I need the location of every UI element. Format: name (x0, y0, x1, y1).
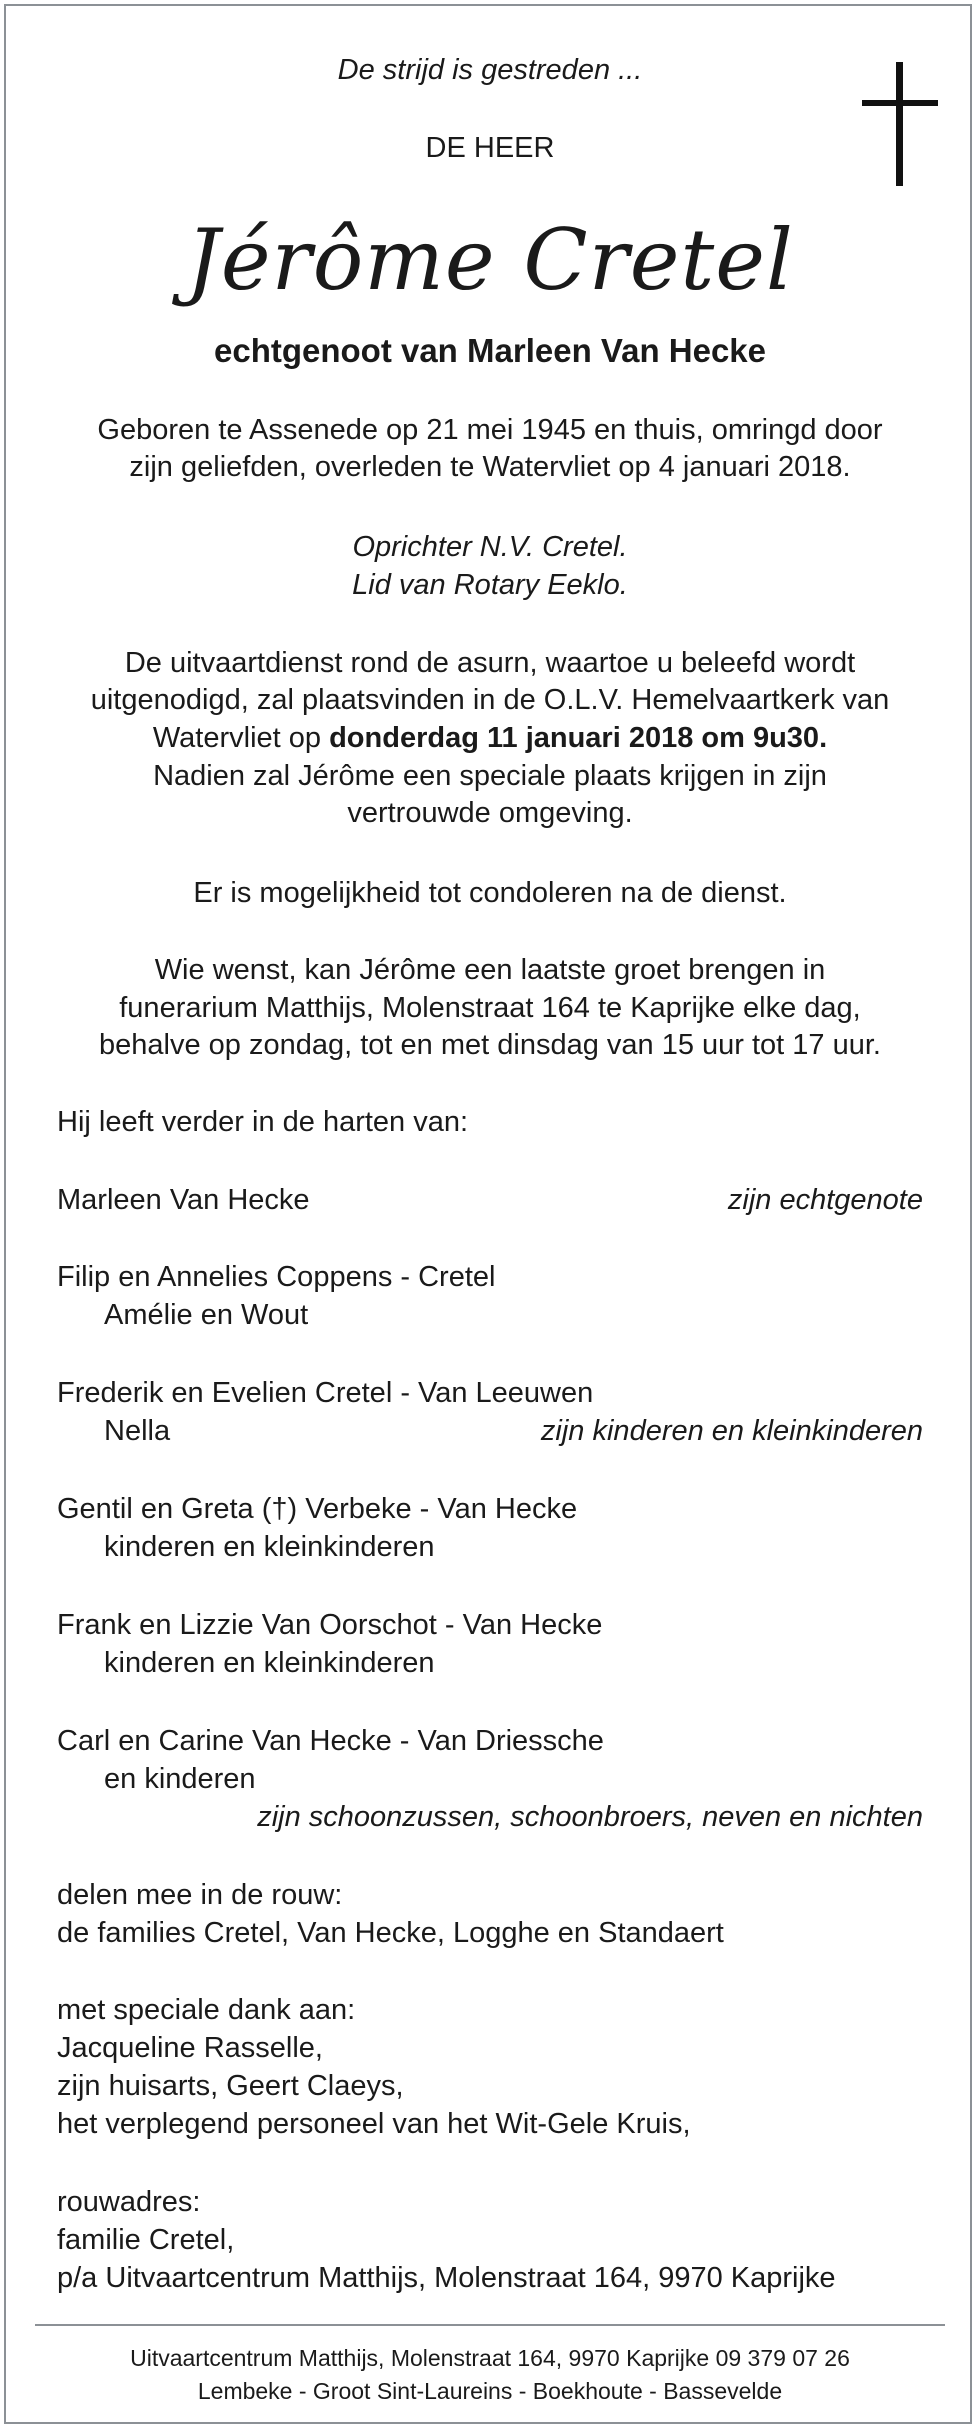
spouse-name: Marleen Van Hecke (57, 1184, 310, 1216)
thanks-line-1: met speciale dank aan: (57, 1994, 356, 2026)
inlaw-2: Frank en Lizzie Van Oorschot - Van Hecke (57, 1609, 603, 1641)
spouse-line: echtgenoot van Marleen Van Hecke (213, 332, 767, 369)
service-line-3 (0, 718, 980, 758)
farewell-line-2: funerarium Matthijs, Molenstraat 164 te Kaprijke elke dag, (119, 992, 861, 1024)
service-line-2: uitgenodigd, zal plaatsvinden in de O.L.V. Hemelvaartkerk van (90, 684, 890, 716)
footer-divider (35, 2324, 945, 2326)
salutation: DE HEER (425, 132, 555, 164)
address-line-3: p/a Uitvaartcentrum Matthijs, Molenstraat 164, 9970 Kaprijke (57, 2262, 836, 2294)
child-1-kids: Amélie en Wout (104, 1299, 309, 1331)
address-line-1: rouwadres: (57, 2186, 201, 2218)
spouse-role: zijn echtgenote (727, 1184, 923, 1216)
condolence-line: Er is mogelijkheid tot condoleren na de dienst. (193, 877, 787, 909)
survivors-intro: Hij leeft verder in de harten van: (57, 1106, 469, 1138)
footer-line-1: Uitvaartcentrum Matthijs, Molenstraat 164, 9970 Kaprijke 09 379 07 26 (130, 2345, 850, 2371)
mourning-line-1: delen mee in de rouw: (57, 1879, 343, 1911)
service-line-4: Nadien zal Jérôme een speciale plaats krijgen in zijn (153, 760, 827, 792)
child-1: Filip en Annelies Coppens - Cretel (57, 1261, 496, 1293)
birth-line-1: Geboren te Assenede op 21 mei 1945 en thuis, omringd door (97, 414, 883, 446)
child-2-kids-row (57, 1411, 923, 1451)
thanks-line-4: het verplegend personeel van het Wit-Gele Kruis, (57, 2108, 691, 2140)
inlaw-1: Gentil en Greta (†) Verbeke - Van Hecke (57, 1493, 578, 1525)
role-line-2: Lid van Rotary Eeklo. (352, 569, 628, 601)
farewell-line-3: behalve op zondag, tot en met dinsdag van 15 uur tot 17 uur. (99, 1029, 881, 1061)
tagline: De strijd is gestreden ... (337, 54, 643, 86)
deceased-name: Jérôme Cretel (186, 211, 794, 309)
child-2-kids: Nella (104, 1415, 171, 1447)
inlaw-3: Carl en Carine Van Hecke - Van Driessche (57, 1725, 604, 1757)
service-line-3-prefix: Watervliet op (152, 722, 330, 754)
survivor-spouse (57, 1180, 923, 1220)
service-line-1: De uitvaartdienst rond de asurn, waartoe u beleefd wordt (124, 647, 856, 679)
cross-icon (862, 62, 938, 186)
inlaw-1-kids: kinderen en kleinkinderen (104, 1531, 435, 1563)
address-line-2: familie Cretel, (57, 2224, 235, 2256)
footer-line-2: Lembeke - Groot Sint-Laureins - Boekhoute - Bassevelde (197, 2378, 783, 2404)
service-date: donderdag 11 januari 2018 om 9u30. (329, 722, 828, 754)
child-2: Frederik en Evelien Cretel - Van Leeuwen (57, 1377, 594, 1409)
farewell-line-1: Wie wenst, kan Jérôme een laatste groet brengen in (154, 954, 826, 986)
inlaw-2-kids: kinderen en kleinkinderen (104, 1647, 435, 1679)
thanks-line-3: zijn huisarts, Geert Claeys, (57, 2070, 404, 2102)
role-line-1: Oprichter N.V. Cretel. (352, 531, 628, 563)
inlaw-3-kids: en kinderen (104, 1763, 256, 1795)
birth-line-2: zijn geliefden, overleden te Watervliet op 4 januari 2018. (129, 451, 851, 483)
thanks-line-2: Jacqueline Rasselle, (57, 2032, 323, 2064)
service-line-5: vertrouwde omgeving. (347, 797, 633, 829)
inlaws-role: zijn schoonzussen, schoonbroers, neven en nichten (257, 1801, 923, 1833)
mourning-line-2: de families Cretel, Van Hecke, Logghe en Standaert (57, 1917, 724, 1949)
children-role: zijn kinderen en kleinkinderen (540, 1415, 923, 1447)
